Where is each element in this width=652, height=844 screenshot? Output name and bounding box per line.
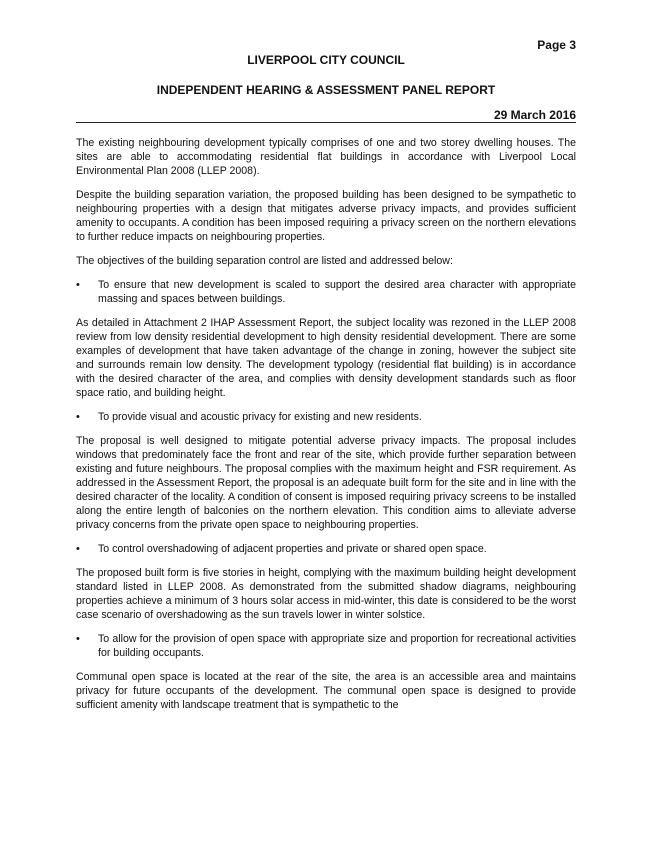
page-number: Page 3 (537, 38, 576, 52)
objective-bullet (76, 278, 576, 306)
paragraph: The proposed built form is five stories in height, complying with the maximum building height development standard listed in LLEP 2008. As demonstrated from the submitted shadow diagrams, neighbouring properties achieve a minimum of 3 hours solar access in mid-winter, this date is considered to be the worst case scenario of overshadowing as the sun travels lower in winter solstice. (76, 567, 576, 621)
bullet-text: To control overshadowing of adjacent properties and private or shared open space. (98, 543, 487, 555)
objective-bullet (76, 632, 576, 660)
bullet-icon: • (76, 411, 80, 423)
paragraph: As detailed in Attachment 2 IHAP Assessment Report, the subject locality was rezoned in the LLEP 2008 review from low density residential development to high density residential development. There are some examples of development that have taken advantage of the change in zoning, however the subject site and surrounds remain low density. The development typology (residential flat building) is in accordance with the desired character of the area, and complies with density development standards such as floor space ratio, and building height. (76, 317, 576, 399)
bullet-text: To provide visual and acoustic privacy for existing and new residents. (98, 411, 422, 423)
paragraph: The objectives of the building separation control are listed and addressed below: (76, 255, 453, 267)
paragraph: Despite the building separation variation, the proposed building has been designed to be sympathetic to neighbouring properties with a design that mitigates adverse privacy impacts, and provides sufficient amenity to occupants. A condition has been imposed requiring a privacy screen on the northern elevations to further reduce impacts on neighbouring properties. (76, 189, 576, 243)
report-body (76, 136, 576, 722)
paragraph: The proposal is well designed to mitigate potential adverse privacy impacts. The proposal includes windows that predominately face the front and rear of the site, which provide further separation between existing and future neighbours. The proposal complies with the maximum height and FSR requirement. As addressed in the Assessment Report, the proposal is an adequate built form for the site and in line with the desired character of the locality. A condition of consent is imposed requiring privacy screens to be installed along the entire length of balconies on the northern elevation. This condition aims to alleviate adverse privacy concerns from the private open space to neighbouring properties. (76, 435, 576, 531)
bullet-text: To allow for the provision of open space with appropriate size and proportion for recreational activities for building occupants. (98, 633, 576, 659)
objective-bullet (76, 542, 576, 556)
objective-bullet (76, 410, 576, 424)
report-date: 29 March 2016 (493, 108, 576, 122)
bullet-icon: • (76, 633, 80, 645)
bullet-icon: • (76, 279, 80, 291)
report-title: INDEPENDENT HEARING & ASSESSMENT PANEL REPORT (156, 83, 496, 97)
council-name: LIVERPOOL CITY COUNCIL (247, 53, 405, 67)
bullet-text: To ensure that new development is scaled to support the desired area character with appropriate massing and spaces between buildings. (98, 279, 576, 305)
paragraph: Communal open space is located at the rear of the site, the area is an accessible area and maintains privacy for future occupants of the development. The communal open space is designed to provide sufficient amenity with landscape treatment that is sympathetic to the (76, 671, 576, 711)
bullet-icon: • (76, 543, 80, 555)
header-divider (76, 122, 576, 123)
paragraph: The existing neighbouring development typically comprises of one and two storey dwelling houses. The sites are able to accommodating residential flat buildings in accordance with Liverpool Local Environmental Plan 2008 (LLEP 2008). (76, 137, 576, 177)
